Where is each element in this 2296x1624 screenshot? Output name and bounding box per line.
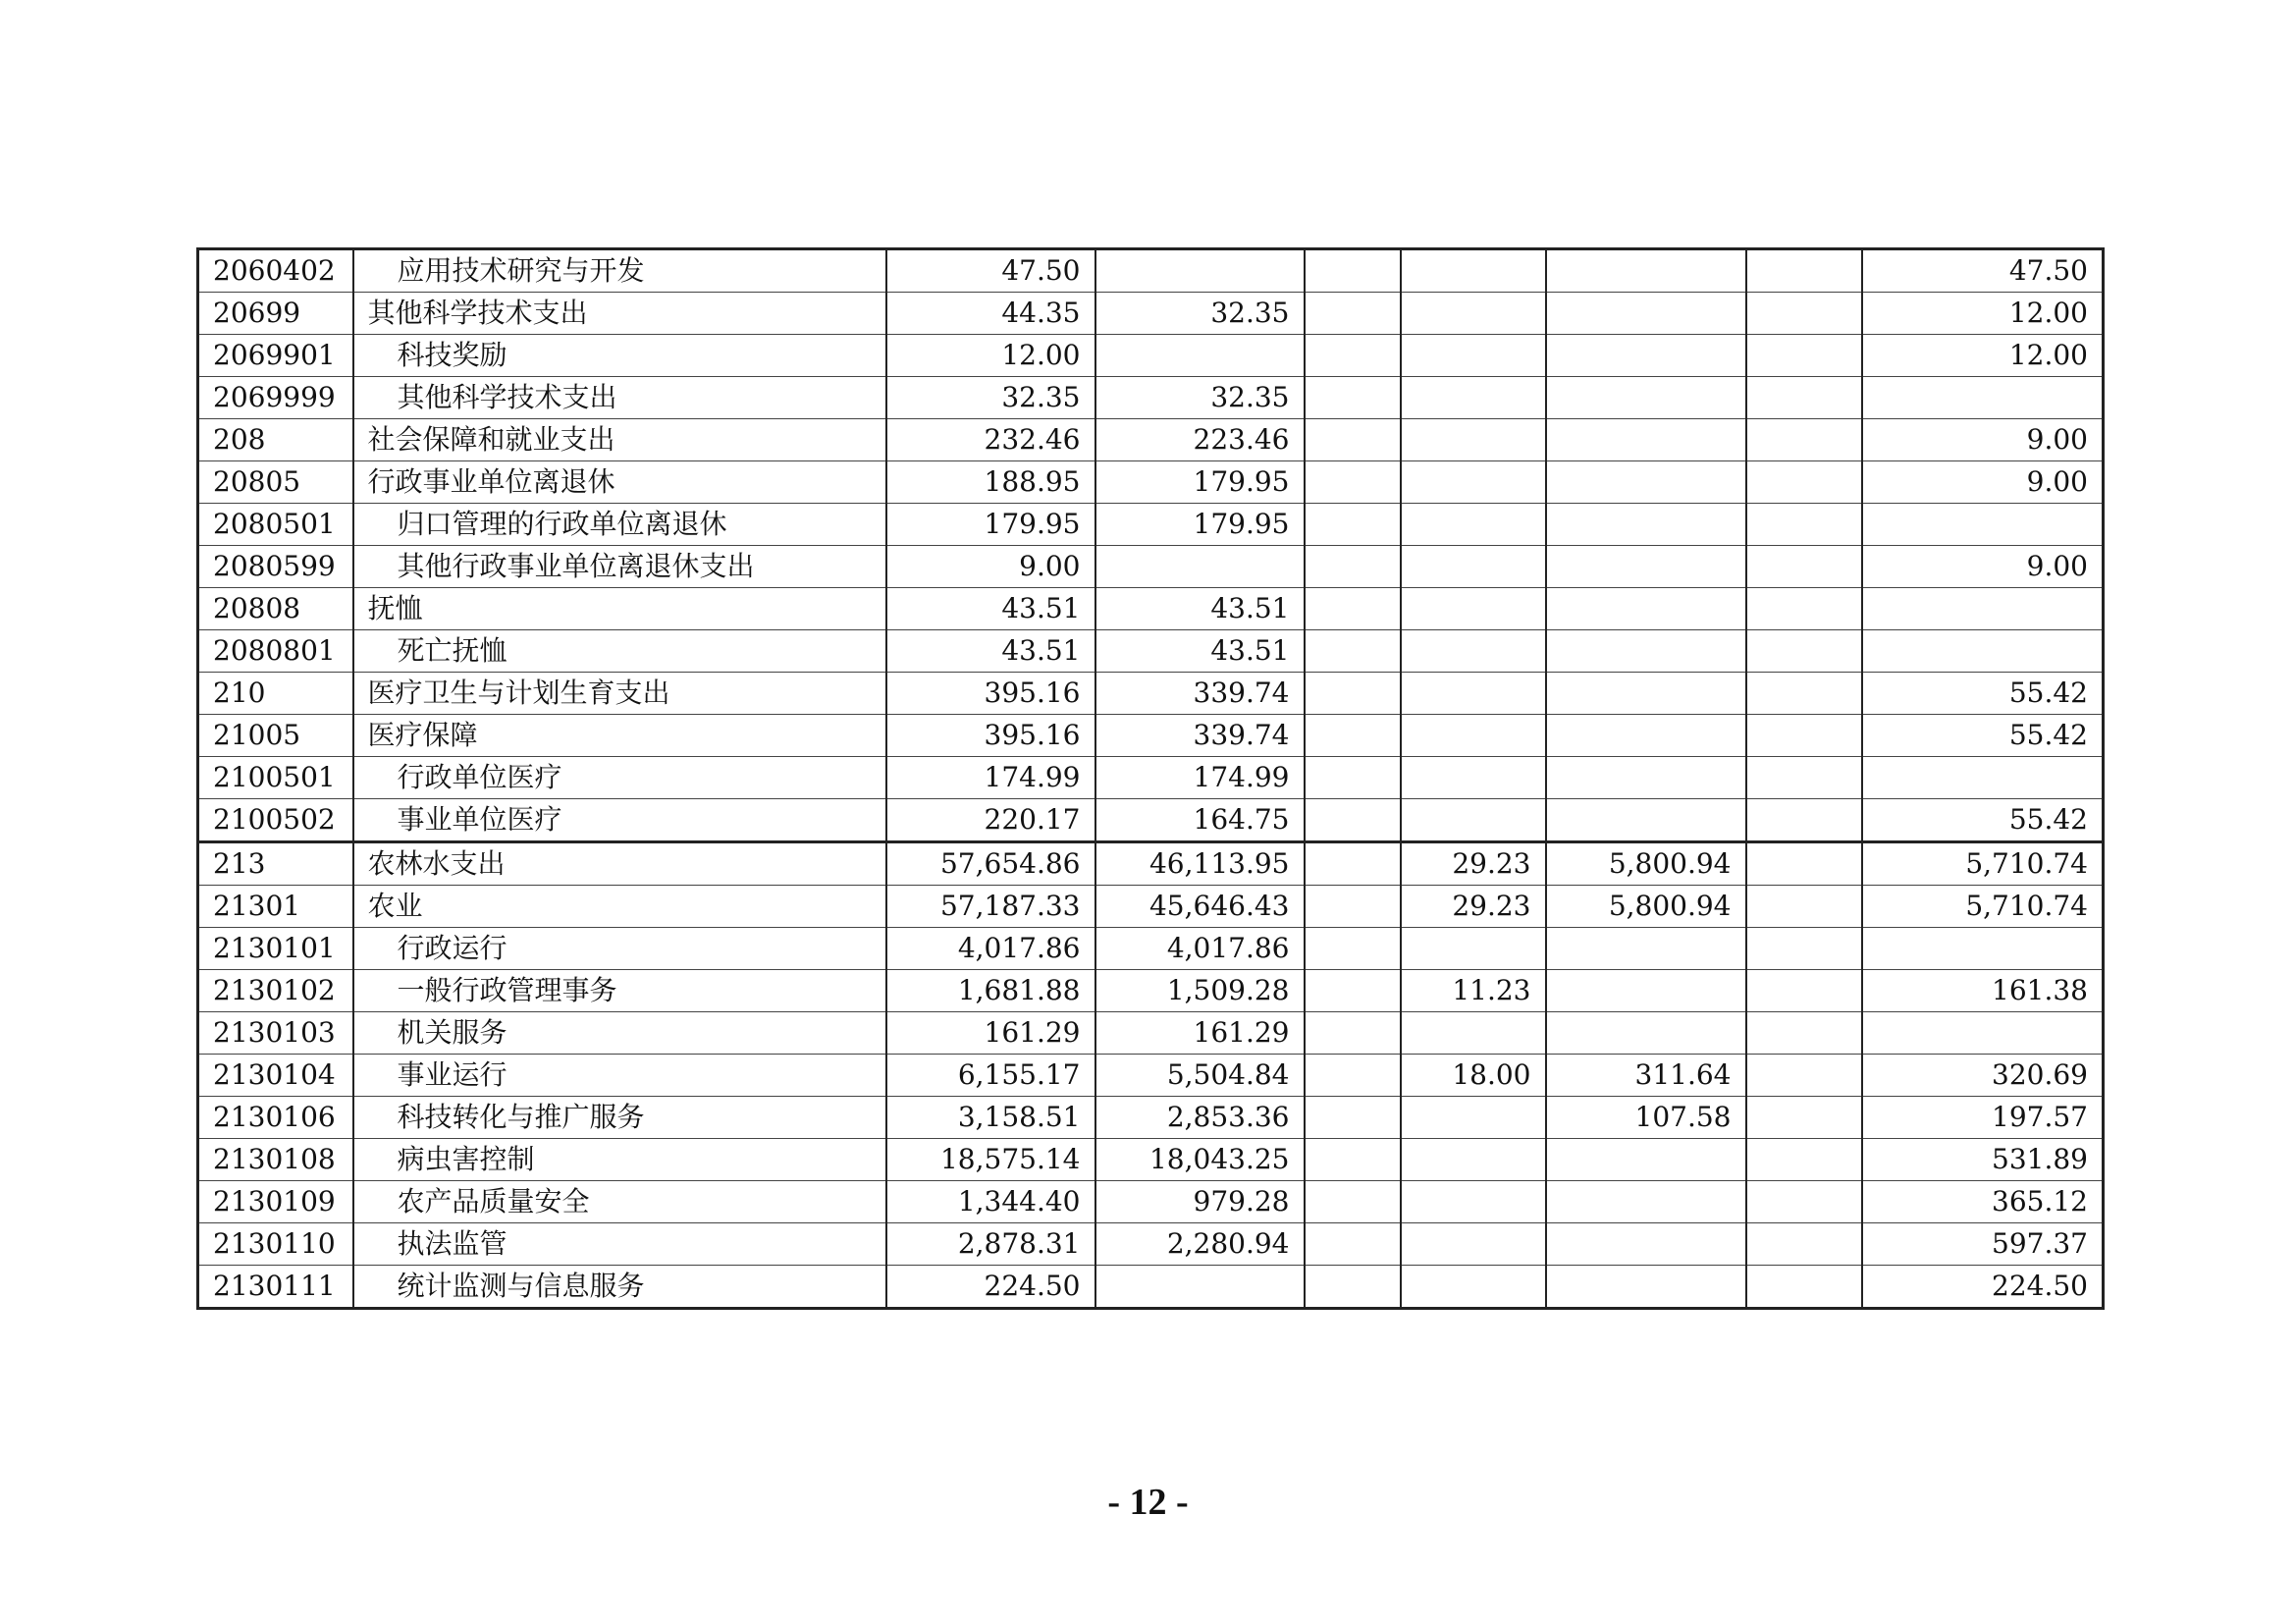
amount-cell [1746,799,1862,842]
amount-cell [1746,842,1862,886]
amount-cell [1746,928,1862,970]
amount-cell: 161.29 [1095,1012,1305,1055]
amount-cell: 5,504.84 [1095,1055,1305,1097]
amount-cell [1305,504,1401,546]
amount-cell [1546,504,1746,546]
table-row [198,377,2104,419]
amount-cell [1746,715,1862,757]
subject-name-cell: 农林水支出 [353,842,886,886]
amount-cell [1862,630,2104,673]
amount-cell [1546,461,1746,504]
amount-cell [1546,419,1746,461]
amount-cell: 5,710.74 [1862,842,2104,886]
subject-name-cell: 归口管理的行政单位离退休 [353,504,886,546]
amount-cell [1095,335,1305,377]
amount-cell [1401,928,1546,970]
table-row [198,588,2104,630]
amount-cell: 161.38 [1862,970,2104,1012]
table-row [198,419,2104,461]
amount-cell: 12.00 [1862,293,2104,335]
amount-cell: 18,043.25 [1095,1139,1305,1181]
table-body [198,249,2104,1309]
amount-cell: 55.42 [1862,673,2104,715]
amount-cell: 979.28 [1095,1181,1305,1223]
subject-code-cell: 210 [198,673,353,715]
table-row [198,546,2104,588]
amount-cell: 339.74 [1095,715,1305,757]
amount-cell [1746,588,1862,630]
amount-cell [1305,1139,1401,1181]
amount-cell: 55.42 [1862,799,2104,842]
amount-cell [1746,1055,1862,1097]
amount-cell [1746,546,1862,588]
subject-code-cell: 21301 [198,886,353,928]
subject-name-cell: 应用技术研究与开发 [353,249,886,293]
amount-cell: 47.50 [886,249,1095,293]
subject-code-cell: 208 [198,419,353,461]
subject-code-cell: 2069901 [198,335,353,377]
amount-cell [1546,757,1746,799]
amount-cell [1305,377,1401,419]
amount-cell [1401,1181,1546,1223]
amount-cell [1746,249,1862,293]
amount-cell: 9.00 [1862,419,2104,461]
amount-cell [1746,673,1862,715]
amount-cell [1305,1181,1401,1223]
amount-cell [1401,1012,1546,1055]
amount-cell: 43.51 [886,588,1095,630]
amount-cell [1401,504,1546,546]
amount-cell [1746,461,1862,504]
subject-name-cell: 其他科学技术支出 [353,293,886,335]
amount-cell [1401,1223,1546,1266]
amount-cell [1862,757,2104,799]
amount-cell [1546,546,1746,588]
table-row [198,630,2104,673]
table-row [198,461,2104,504]
amount-cell [1746,630,1862,673]
amount-cell: 43.51 [1095,630,1305,673]
amount-cell [1401,588,1546,630]
amount-cell [1401,1266,1546,1309]
amount-cell [1546,1223,1746,1266]
amount-cell: 597.37 [1862,1223,2104,1266]
amount-cell: 55.42 [1862,715,2104,757]
table-row [198,757,2104,799]
amount-cell: 174.99 [1095,757,1305,799]
amount-cell: 4,017.86 [886,928,1095,970]
amount-cell [1746,886,1862,928]
budget-expenditure-table [196,247,2105,1310]
amount-cell [1746,377,1862,419]
amount-cell: 12.00 [1862,335,2104,377]
table-row [198,886,2104,928]
table-row [198,1097,2104,1139]
amount-cell [1746,293,1862,335]
subject-name-cell: 其他行政事业单位离退休支出 [353,546,886,588]
amount-cell: 232.46 [886,419,1095,461]
subject-name-cell: 一般行政管理事务 [353,970,886,1012]
amount-cell [1546,1012,1746,1055]
amount-cell [1746,335,1862,377]
subject-code-cell: 2130108 [198,1139,353,1181]
amount-cell [1546,293,1746,335]
amount-cell: 1,681.88 [886,970,1095,1012]
amount-cell: 5,710.74 [1862,886,2104,928]
table-row [198,928,2104,970]
subject-name-cell: 行政单位医疗 [353,757,886,799]
subject-name-cell: 科技奖励 [353,335,886,377]
amount-cell: 45,646.43 [1095,886,1305,928]
amount-cell: 161.29 [886,1012,1095,1055]
amount-cell [1305,249,1401,293]
amount-cell [1401,335,1546,377]
amount-cell: 32.35 [1095,293,1305,335]
amount-cell [1401,673,1546,715]
subject-name-cell: 其他科学技术支出 [353,377,886,419]
table-row [198,1266,2104,1309]
amount-cell [1305,886,1401,928]
amount-cell: 57,187.33 [886,886,1095,928]
amount-cell [1746,1012,1862,1055]
amount-cell: 9.00 [1862,546,2104,588]
amount-cell [1546,249,1746,293]
amount-cell [1305,1012,1401,1055]
subject-code-cell: 2130102 [198,970,353,1012]
amount-cell [1095,249,1305,293]
subject-name-cell: 行政运行 [353,928,886,970]
amount-cell: 311.64 [1546,1055,1746,1097]
amount-cell: 4,017.86 [1095,928,1305,970]
amount-cell: 12.00 [886,335,1095,377]
amount-cell: 32.35 [886,377,1095,419]
subject-code-cell: 2080501 [198,504,353,546]
amount-cell: 220.17 [886,799,1095,842]
subject-name-cell: 医疗卫生与计划生育支出 [353,673,886,715]
subject-name-cell: 统计监测与信息服务 [353,1266,886,1309]
amount-cell: 5,800.94 [1546,842,1746,886]
amount-cell [1546,1139,1746,1181]
amount-cell [1305,715,1401,757]
amount-cell [1546,715,1746,757]
subject-code-cell: 20805 [198,461,353,504]
amount-cell [1401,293,1546,335]
subject-name-cell: 农业 [353,886,886,928]
amount-cell [1862,1012,2104,1055]
amount-cell: 197.57 [1862,1097,2104,1139]
amount-cell [1546,799,1746,842]
amount-cell: 179.95 [1095,504,1305,546]
amount-cell [1746,504,1862,546]
amount-cell [1305,1223,1401,1266]
amount-cell [1546,588,1746,630]
amount-cell [1305,1097,1401,1139]
amount-cell [1546,377,1746,419]
amount-cell [1305,546,1401,588]
amount-cell: 6,155.17 [886,1055,1095,1097]
amount-cell: 2,878.31 [886,1223,1095,1266]
amount-cell [1305,588,1401,630]
amount-cell [1746,1223,1862,1266]
amount-cell [1095,1266,1305,1309]
subject-name-cell: 事业运行 [353,1055,886,1097]
amount-cell: 339.74 [1095,673,1305,715]
subject-name-cell: 抚恤 [353,588,886,630]
subject-code-cell: 20808 [198,588,353,630]
subject-code-cell: 2130110 [198,1223,353,1266]
amount-cell: 47.50 [1862,249,2104,293]
amount-cell [1746,1097,1862,1139]
subject-code-cell: 213 [198,842,353,886]
subject-code-cell: 2130101 [198,928,353,970]
amount-cell [1305,757,1401,799]
amount-cell [1746,1181,1862,1223]
amount-cell: 46,113.95 [1095,842,1305,886]
amount-cell [1746,757,1862,799]
amount-cell: 531.89 [1862,1139,2104,1181]
table-row [198,249,2104,293]
amount-cell [1546,1266,1746,1309]
amount-cell: 179.95 [1095,461,1305,504]
table-row [198,293,2104,335]
subject-code-cell: 2080801 [198,630,353,673]
amount-cell [1305,1266,1401,1309]
amount-cell [1305,335,1401,377]
subject-code-cell: 2100501 [198,757,353,799]
amount-cell [1305,461,1401,504]
amount-cell [1546,673,1746,715]
amount-cell: 5,800.94 [1546,886,1746,928]
subject-code-cell: 2130106 [198,1097,353,1139]
amount-cell: 18,575.14 [886,1139,1095,1181]
amount-cell [1401,377,1546,419]
amount-cell: 43.51 [886,630,1095,673]
amount-cell [1546,335,1746,377]
amount-cell [1401,630,1546,673]
amount-cell [1401,1097,1546,1139]
amount-cell: 107.58 [1546,1097,1746,1139]
amount-cell: 9.00 [886,546,1095,588]
subject-name-cell: 执法监管 [353,1223,886,1266]
amount-cell [1305,293,1401,335]
table-row [198,335,2104,377]
amount-cell: 1,344.40 [886,1181,1095,1223]
amount-cell: 365.12 [1862,1181,2104,1223]
amount-cell [1305,928,1401,970]
table-row [198,799,2104,842]
table-row [198,842,2104,886]
amount-cell: 2,853.36 [1095,1097,1305,1139]
amount-cell [1401,546,1546,588]
subject-name-cell: 农产品质量安全 [353,1181,886,1223]
amount-cell: 164.75 [1095,799,1305,842]
amount-cell: 2,280.94 [1095,1223,1305,1266]
amount-cell: 224.50 [886,1266,1095,1309]
amount-cell [1746,419,1862,461]
subject-code-cell: 2080599 [198,546,353,588]
subject-name-cell: 机关服务 [353,1012,886,1055]
subject-name-cell: 社会保障和就业支出 [353,419,886,461]
amount-cell [1401,799,1546,842]
amount-cell [1862,928,2104,970]
amount-cell [1401,419,1546,461]
subject-code-cell: 2060402 [198,249,353,293]
amount-cell: 3,158.51 [886,1097,1095,1139]
amount-cell [1305,842,1401,886]
amount-cell: 11.23 [1401,970,1546,1012]
amount-cell [1746,1139,1862,1181]
amount-cell [1401,461,1546,504]
amount-cell: 43.51 [1095,588,1305,630]
amount-cell [1746,970,1862,1012]
table-row [198,673,2104,715]
subject-code-cell: 2130109 [198,1181,353,1223]
amount-cell: 57,654.86 [886,842,1095,886]
amount-cell: 223.46 [1095,419,1305,461]
amount-cell [1546,970,1746,1012]
amount-cell: 188.95 [886,461,1095,504]
amount-cell: 320.69 [1862,1055,2104,1097]
amount-cell: 224.50 [1862,1266,2104,1309]
subject-code-cell: 2130111 [198,1266,353,1309]
amount-cell [1546,928,1746,970]
amount-cell: 44.35 [886,293,1095,335]
subject-name-cell: 事业单位医疗 [353,799,886,842]
amount-cell [1401,249,1546,293]
amount-cell: 174.99 [886,757,1095,799]
subject-code-cell: 2069999 [198,377,353,419]
amount-cell [1862,588,2104,630]
page-number: - 12 - [1107,1482,1189,1523]
amount-cell: 179.95 [886,504,1095,546]
subject-code-cell: 20699 [198,293,353,335]
amount-cell [1305,970,1401,1012]
amount-cell [1305,799,1401,842]
subject-code-cell: 2130104 [198,1055,353,1097]
amount-cell [1305,630,1401,673]
amount-cell [1746,1266,1862,1309]
subject-name-cell: 科技转化与推广服务 [353,1097,886,1139]
amount-cell [1862,504,2104,546]
subject-code-cell: 2100502 [198,799,353,842]
table-row [198,504,2104,546]
amount-cell [1862,377,2104,419]
amount-cell: 32.35 [1095,377,1305,419]
amount-cell [1305,673,1401,715]
table-row [198,1223,2104,1266]
amount-cell [1305,1055,1401,1097]
table-row [198,1139,2104,1181]
subject-code-cell: 21005 [198,715,353,757]
subject-name-cell: 行政事业单位离退休 [353,461,886,504]
amount-cell: 9.00 [1862,461,2104,504]
amount-cell: 395.16 [886,715,1095,757]
table-row [198,970,2104,1012]
amount-cell: 29.23 [1401,842,1546,886]
amount-cell [1546,1181,1746,1223]
amount-cell [1401,715,1546,757]
amount-cell: 395.16 [886,673,1095,715]
subject-name-cell: 死亡抚恤 [353,630,886,673]
subject-name-cell: 病虫害控制 [353,1139,886,1181]
amount-cell [1401,757,1546,799]
amount-cell [1546,630,1746,673]
amount-cell: 18.00 [1401,1055,1546,1097]
table-row [198,715,2104,757]
table-row [198,1012,2104,1055]
amount-cell [1305,419,1401,461]
subject-name-cell: 医疗保障 [353,715,886,757]
amount-cell [1401,1139,1546,1181]
table-row [198,1181,2104,1223]
amount-cell: 29.23 [1401,886,1546,928]
table-row [198,1055,2104,1097]
subject-code-cell: 2130103 [198,1012,353,1055]
amount-cell: 1,509.28 [1095,970,1305,1012]
amount-cell [1095,546,1305,588]
